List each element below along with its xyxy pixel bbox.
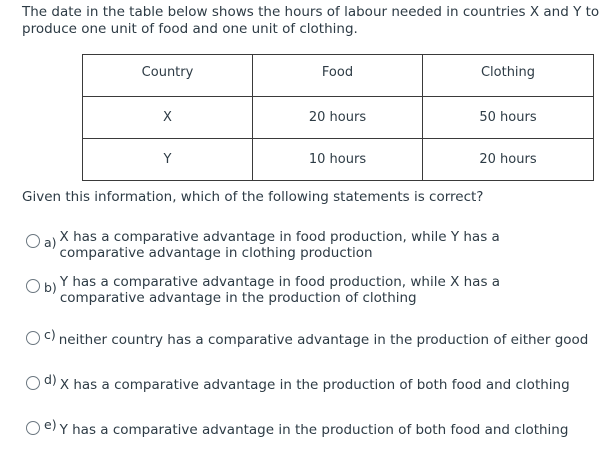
radio-button-c[interactable]	[26, 331, 40, 345]
table-cell-clothing: 20 hours	[423, 139, 594, 181]
table-row-y	[83, 139, 594, 181]
column-header-clothing: Clothing	[423, 55, 594, 97]
question-text: Given this information, which of the following statements is correct?	[22, 189, 484, 205]
option-letter-d: d)	[44, 372, 57, 387]
option-text-b: Y has a comparative advantage in food production, while X has a comparative advantage in the production of clothing	[59, 274, 501, 306]
column-header-country: Country	[83, 55, 253, 97]
option-text-d: X has a comparative advantage in the production of both food and clothing	[59, 377, 570, 393]
option-text-e: Y has a comparative advantage in the production of both food and clothing	[59, 422, 569, 438]
option-b[interactable]	[26, 274, 588, 306]
option-a[interactable]	[26, 229, 588, 261]
option-text-c: neither country has a comparative advantage in the production of either good	[58, 332, 589, 348]
radio-button-e[interactable]	[26, 421, 40, 435]
option-letter-b: b)	[44, 280, 57, 295]
labour-hours-table	[82, 54, 594, 181]
option-d[interactable]	[26, 372, 600, 393]
table-cell-clothing: 50 hours	[423, 97, 594, 139]
radio-button-d[interactable]	[26, 376, 40, 390]
option-letter-a: a)	[44, 235, 57, 250]
column-header-food: Food	[253, 55, 423, 97]
option-letter-c: c)	[44, 327, 56, 342]
table-row-x	[83, 97, 594, 139]
table-header-row	[83, 55, 594, 97]
table-cell-country: Y	[83, 139, 253, 181]
table-cell-food: 20 hours	[253, 97, 423, 139]
radio-button-b[interactable]	[26, 279, 40, 293]
option-text-a: X has a comparative advantage in food production, while Y has a comparative advantage in clothing production	[59, 229, 500, 261]
intro-text: The date in the table below shows the hours of labour needed in countries X and Y to produce one unit of food and one unit of clothing.	[22, 4, 600, 37]
table-cell-food: 10 hours	[253, 139, 423, 181]
table-cell-country: X	[83, 97, 253, 139]
radio-button-a[interactable]	[26, 234, 40, 248]
option-letter-e: e)	[44, 417, 57, 432]
option-c[interactable]	[26, 327, 599, 348]
option-e[interactable]	[26, 417, 600, 438]
